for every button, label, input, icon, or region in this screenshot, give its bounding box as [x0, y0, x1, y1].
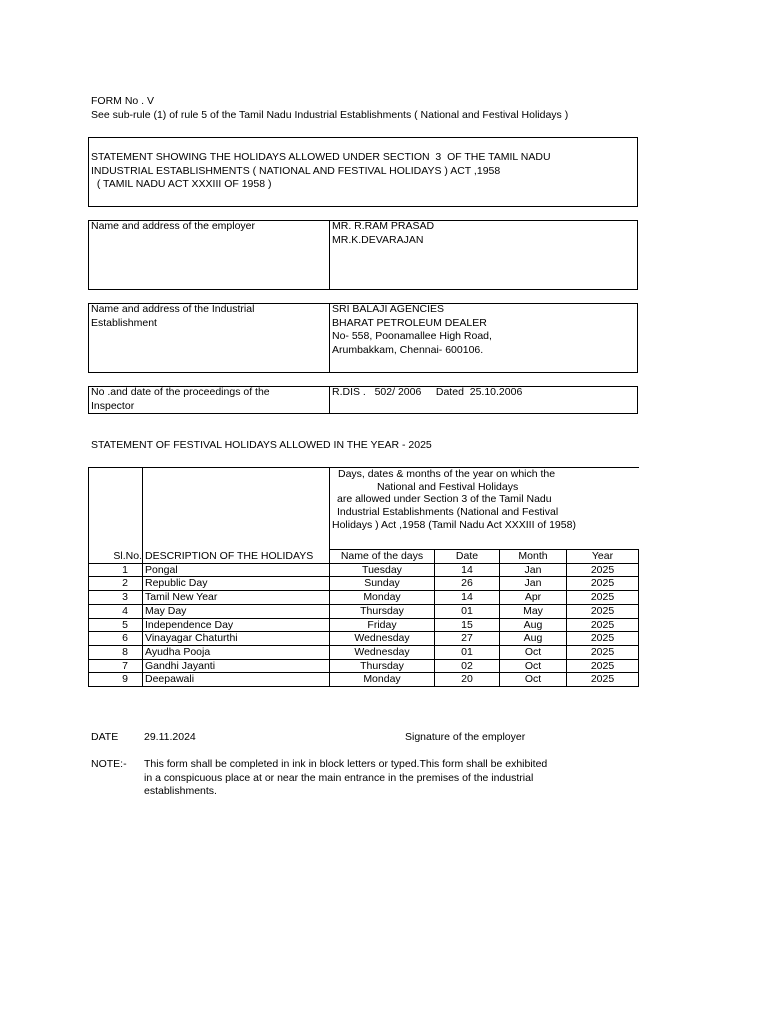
cell-day: Thursday [330, 659, 435, 673]
cell-year: 2025 [567, 563, 639, 577]
col-header-date: Date [435, 550, 500, 564]
note-label: NOTE:- [91, 758, 127, 770]
establishment-address-line: No- 558, Poonamallee High Road, [332, 330, 492, 342]
cell-description: Gandhi Jayanti [143, 659, 330, 673]
cell-year: 2025 [567, 673, 639, 687]
cell-description: Pongal [143, 563, 330, 577]
cell-slno: 8 [89, 645, 143, 659]
cell-day: Tuesday [330, 563, 435, 577]
cell-description: Vinayagar Chaturthi [143, 632, 330, 646]
form-number: FORM No . V [91, 95, 155, 107]
cell-date: 26 [435, 577, 500, 591]
cell-year: 2025 [567, 618, 639, 632]
statement-line: ( TAMIL NADU ACT XXXIII OF 1958 ) [91, 178, 272, 190]
cell-date: 01 [435, 645, 500, 659]
cell-slno: 5 [89, 618, 143, 632]
employer-name: MR. R.RAM PRASAD [332, 220, 435, 232]
establishment-box [88, 303, 638, 373]
table-row [89, 591, 639, 605]
cell-slno: 7 [89, 659, 143, 673]
cell-description: Tamil New Year [143, 591, 330, 605]
col-header-day: Name of the days [330, 550, 435, 564]
date-value: 29.11.2024 [144, 731, 196, 743]
proceedings-label: Inspector [91, 399, 135, 412]
establishment-address-line: SRI BALAJI AGENCIES [332, 303, 445, 315]
cell-day: Thursday [330, 604, 435, 618]
establishment-label: Name and address of the Industrial [91, 303, 255, 315]
table-row [89, 577, 639, 591]
cell-date: 27 [435, 632, 500, 646]
cell-month: Aug [500, 618, 567, 632]
cell-year: 2025 [567, 604, 639, 618]
table-header-note-row [89, 468, 639, 550]
table-row [89, 563, 639, 577]
cell-month: Oct [500, 645, 567, 659]
table-row [89, 673, 639, 687]
cell-month: Oct [500, 659, 567, 673]
employer-box [88, 220, 638, 290]
cell-description: Republic Day [143, 577, 330, 591]
header-note: Days, dates & months of the year on which the National and Festival Holidays are allowed under Section 3 of the Tamil Nadu Industrial Establishments (National and Festival Holidays ) Act ,1958 (Tamil Nadu Act XXXIII of 1958) [330, 468, 639, 550]
note-text: This form shall be completed in ink in block letters or typed.This form shall be exhibited in a conspicuous place at or near the main entrance in the premises of the industrial establishments. [144, 758, 548, 797]
festival-title: STATEMENT OF FESTIVAL HOLIDAYS ALLOWED IN THE YEAR - 2025 [91, 439, 432, 451]
table-row [89, 645, 639, 659]
cell-month: Jan [500, 563, 567, 577]
cell-year: 2025 [567, 645, 639, 659]
col-header-year: Year [567, 550, 639, 564]
cell-year: 2025 [567, 659, 639, 673]
cell-year: 2025 [567, 591, 639, 605]
col-header-month: Month [500, 550, 567, 564]
cell-date: 15 [435, 618, 500, 632]
cell-day: Wednesday [330, 632, 435, 646]
cell-description: Independence Day [143, 618, 330, 632]
cell-description: Deepawali [143, 673, 330, 687]
establishment-address-line: Arumbakkam, Chennai- 600106. [332, 343, 484, 356]
cell-month: Jan [500, 577, 567, 591]
establishment-address-line: BHARAT PETROLEUM DEALER [332, 316, 487, 329]
signature-label: Signature of the employer [405, 731, 526, 743]
cell-day: Wednesday [330, 645, 435, 659]
cell-slno: 3 [89, 591, 143, 605]
cell-date: 01 [435, 604, 500, 618]
cell-year: 2025 [567, 632, 639, 646]
statement-box [88, 137, 638, 207]
cell-slno: 9 [89, 673, 143, 687]
col-header-slno: Sl.No. [89, 550, 143, 564]
establishment-label: Establishment [91, 316, 157, 329]
cell-date: 14 [435, 591, 500, 605]
cell-day: Monday [330, 673, 435, 687]
holidays-table [88, 467, 639, 687]
cell-date: 02 [435, 659, 500, 673]
cell-year: 2025 [567, 577, 639, 591]
table-row [89, 659, 639, 673]
employer-label: Name and address of the employer [91, 220, 256, 232]
cell-month: Apr [500, 591, 567, 605]
cell-slno: 4 [89, 604, 143, 618]
proceedings-box [88, 386, 638, 414]
table-row [89, 618, 639, 632]
statement-line: STATEMENT SHOWING THE HOLIDAYS ALLOWED UNDER SECTION 3 OF THE TAMIL NADU [91, 151, 551, 163]
proceedings-label: No .and date of the proceedings of the [91, 386, 270, 398]
cell-date: 14 [435, 563, 500, 577]
cell-slno: 1 [89, 563, 143, 577]
holiday-rows [89, 563, 639, 686]
table-row [89, 604, 639, 618]
employer-name: MR.K.DEVARAJAN [332, 233, 424, 246]
cell-description: Ayudha Pooja [143, 645, 330, 659]
cell-day: Sunday [330, 577, 435, 591]
cell-slno: 2 [89, 577, 143, 591]
col-header-description: DESCRIPTION OF THE HOLIDAYS [143, 550, 330, 564]
cell-description: May Day [143, 604, 330, 618]
cell-month: Oct [500, 673, 567, 687]
cell-day: Monday [330, 591, 435, 605]
table-column-header-row [89, 550, 639, 564]
cell-date: 20 [435, 673, 500, 687]
statement-line: INDUSTRIAL ESTABLISHMENTS ( NATIONAL AND FESTIVAL HOLIDAYS ) ACT ,1958 [91, 164, 501, 177]
cell-day: Friday [330, 618, 435, 632]
proceedings-value: R.DIS . 502/ 2006 Dated 25.10.2006 [332, 386, 523, 398]
table-row [89, 632, 639, 646]
cell-month: Aug [500, 632, 567, 646]
cell-slno: 6 [89, 632, 143, 646]
cell-month: May [500, 604, 567, 618]
form-subrule: See sub-rule (1) of rule 5 of the Tamil Nadu Industrial Establishments ( National and Festival Holidays ) [91, 109, 569, 121]
date-label: DATE [91, 731, 119, 743]
